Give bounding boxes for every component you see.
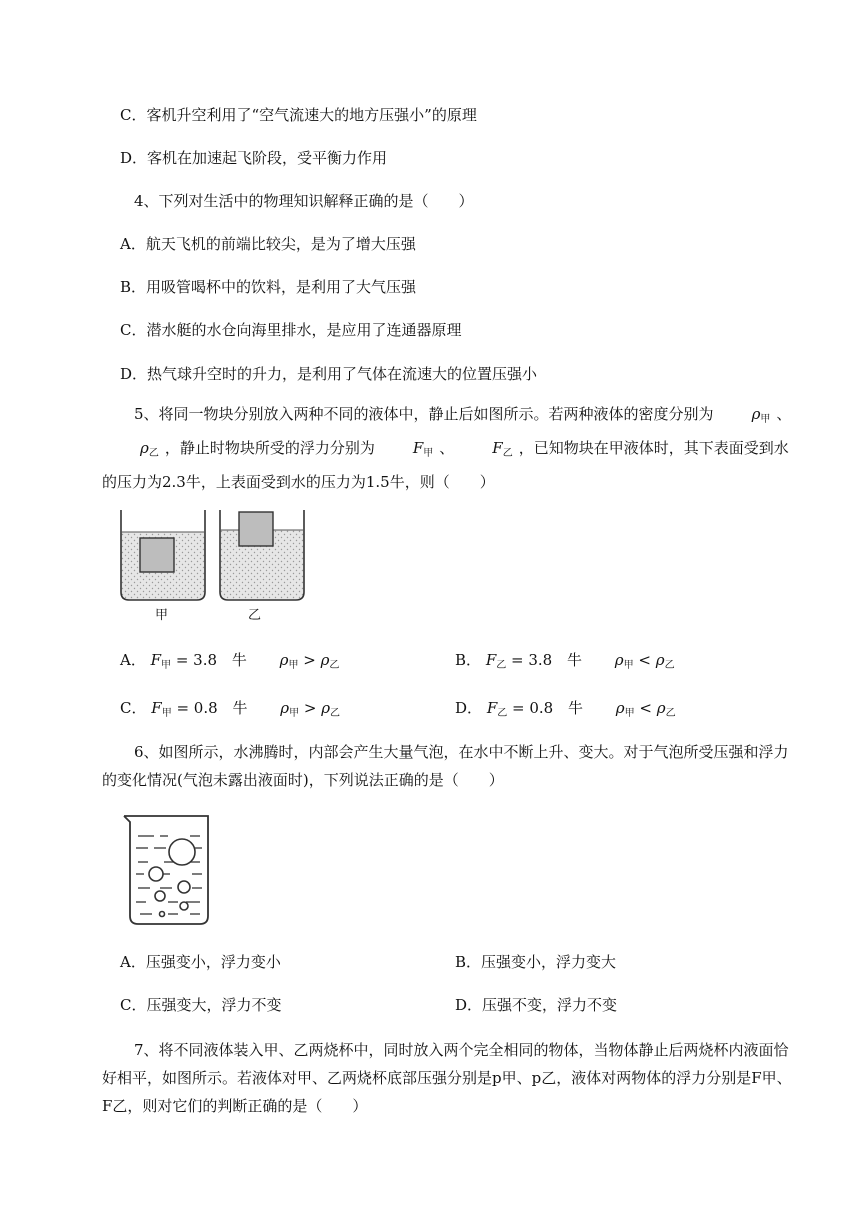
q4-stem: 4、下列对生活中的物理知识解释正确的是（ ） bbox=[134, 192, 474, 210]
q5-fig-label-left: 甲 bbox=[155, 608, 169, 623]
relation: < bbox=[639, 699, 652, 717]
F-symbol: F bbox=[492, 439, 503, 457]
subscript-jia: 甲 bbox=[289, 708, 300, 719]
subscript-yi: 乙 bbox=[329, 660, 340, 671]
q5-stem bbox=[102, 400, 802, 496]
rho-yi bbox=[321, 699, 340, 717]
block-jia bbox=[140, 538, 174, 572]
subscript-jia: 甲 bbox=[760, 414, 771, 425]
F-symbol: F bbox=[412, 439, 424, 457]
rho-symbol: ρ bbox=[280, 699, 290, 717]
q5-stem-part1: 5、将同一物块分别放入两种不同的液体中，静止后如图所示。若两种液体的密度分别为 bbox=[134, 405, 714, 423]
q4-option-d: D．热气球升空时的升力，是利用了气体在流速大的位置压强小 bbox=[120, 365, 538, 383]
q6-boiling-beaker-figure bbox=[120, 812, 216, 930]
q5-option-d bbox=[455, 698, 676, 724]
bubble-medium bbox=[149, 867, 163, 881]
q5-beakers-figure bbox=[118, 506, 318, 626]
bubble-small bbox=[155, 891, 165, 901]
block-yi bbox=[239, 512, 273, 546]
bubble-medium-right bbox=[178, 881, 190, 893]
rho-jia bbox=[616, 699, 635, 717]
subscript-yi: 乙 bbox=[502, 448, 513, 459]
subscript-yi: 乙 bbox=[665, 708, 676, 719]
subscript-yi: 乙 bbox=[496, 660, 507, 671]
rho-jia bbox=[615, 651, 634, 669]
option-value: = 3.8 bbox=[175, 651, 218, 669]
separator: 、 bbox=[439, 439, 455, 457]
F-symbol: F bbox=[485, 651, 497, 669]
bubble-large bbox=[169, 839, 195, 865]
subscript-jia: 甲 bbox=[161, 708, 172, 719]
q3-option-d: D．客机在加速起飞阶段，受平衡力作用 bbox=[120, 149, 388, 167]
subscript-yi: 乙 bbox=[664, 660, 675, 671]
q5-stem-part3: ，已知物块在甲液体时，其下表面受到水的压力为2.3牛，上表面受到水的压力为1.5牛，则（ ） bbox=[102, 439, 789, 491]
q4-option-a: A．航天飞机的前端比较尖，是为了增大压强 bbox=[120, 235, 416, 253]
F-yi bbox=[487, 699, 507, 717]
q7-stem: 7、将不同液体装入甲、乙两烧杯中，同时放入两个完全相同的物体，当物体静止后两烧杯内液面恰好相平，如图所示。若液体对甲、乙两烧杯底部压强分别是p甲、p乙，液体对两物体的浮力分别是F甲、F乙，则对它们的判断正确的是（ ） bbox=[102, 1041, 792, 1115]
q6-option-a: A．压强变小，浮力变小 bbox=[120, 953, 281, 971]
rho-symbol: ρ bbox=[614, 651, 624, 669]
beaker-yi bbox=[220, 510, 304, 600]
rho-jia bbox=[280, 699, 299, 717]
rho-yi bbox=[656, 651, 675, 669]
relation: < bbox=[638, 651, 651, 669]
option-letter: A． bbox=[120, 651, 146, 669]
relation: > bbox=[303, 651, 316, 669]
F-yi bbox=[460, 434, 512, 468]
bubble-tiny bbox=[160, 912, 165, 917]
q6-option-c: C．压强变大，浮力不变 bbox=[120, 996, 282, 1014]
option-value: = 3.8 bbox=[511, 651, 553, 669]
rho-yi bbox=[108, 434, 159, 468]
F-symbol: F bbox=[151, 699, 162, 717]
rho-yi bbox=[321, 651, 340, 669]
q5-fig-label-right: 乙 bbox=[248, 608, 262, 623]
q5-option-b bbox=[455, 650, 675, 676]
F-jia bbox=[151, 651, 171, 669]
F-symbol: F bbox=[486, 699, 498, 717]
beaker-jia bbox=[121, 510, 205, 600]
unit: 牛 bbox=[231, 651, 247, 669]
rho-yi bbox=[657, 699, 676, 717]
subscript-jia: 甲 bbox=[423, 448, 434, 459]
unit: 牛 bbox=[232, 699, 248, 717]
q4-option-c: C．潜水艇的水仓向海里排水，是应用了连通器原理 bbox=[120, 321, 462, 339]
q4-option-b: B．用吸管喝杯中的饮料，是利用了大气压强 bbox=[120, 278, 417, 296]
rho-jia bbox=[720, 400, 771, 434]
F-yi bbox=[486, 651, 506, 669]
F-symbol: F bbox=[150, 651, 162, 669]
rho-symbol: ρ bbox=[321, 699, 331, 717]
rho-jia bbox=[280, 651, 299, 669]
subscript-jia: 甲 bbox=[161, 660, 172, 671]
relation: > bbox=[303, 699, 317, 717]
rho-symbol: ρ bbox=[655, 651, 665, 669]
subscript-yi: 乙 bbox=[497, 708, 508, 719]
subscript-jia: 甲 bbox=[288, 660, 299, 671]
q6-stem: 6、如图所示，水沸腾时，内部会产生大量气泡，在水中不断上升、变大。对于气泡所受压强和浮力的变化情况(气泡未露出液面时)，下列说法正确的是（ ） bbox=[102, 743, 789, 789]
q5-option-c bbox=[120, 698, 340, 724]
rho-symbol: ρ bbox=[140, 439, 149, 457]
q5-option-a bbox=[120, 650, 339, 676]
option-letter: C． bbox=[120, 699, 147, 717]
q6-option-b: B．压强变小，浮力变大 bbox=[455, 953, 617, 971]
option-value: = 0.8 bbox=[512, 699, 554, 717]
unit: 牛 bbox=[568, 699, 584, 717]
option-letter: D． bbox=[455, 699, 483, 717]
q6-option-d: D．压强不变，浮力不变 bbox=[455, 996, 618, 1014]
subscript-yi: 乙 bbox=[330, 708, 341, 719]
rho-symbol: ρ bbox=[751, 405, 761, 423]
separator: 、 bbox=[776, 405, 792, 423]
unit: 牛 bbox=[567, 651, 583, 669]
rho-symbol: ρ bbox=[320, 651, 330, 669]
subscript-jia: 甲 bbox=[623, 660, 634, 671]
subscript-yi: 乙 bbox=[148, 448, 159, 459]
rho-symbol: ρ bbox=[615, 699, 625, 717]
F-jia bbox=[151, 699, 171, 717]
option-value: = 0.8 bbox=[176, 699, 218, 717]
option-letter: B． bbox=[455, 651, 482, 669]
rho-symbol: ρ bbox=[279, 651, 289, 669]
rho-symbol: ρ bbox=[656, 699, 666, 717]
bubble-small-right bbox=[180, 902, 188, 910]
subscript-jia: 甲 bbox=[624, 708, 635, 719]
q3-option-c: C．客机升空利用了“空气流速大的地方压强小”的原理 bbox=[120, 106, 477, 124]
F-jia bbox=[381, 434, 433, 468]
q5-stem-part2: ，静止时物块所受的浮力分别为 bbox=[164, 439, 375, 457]
